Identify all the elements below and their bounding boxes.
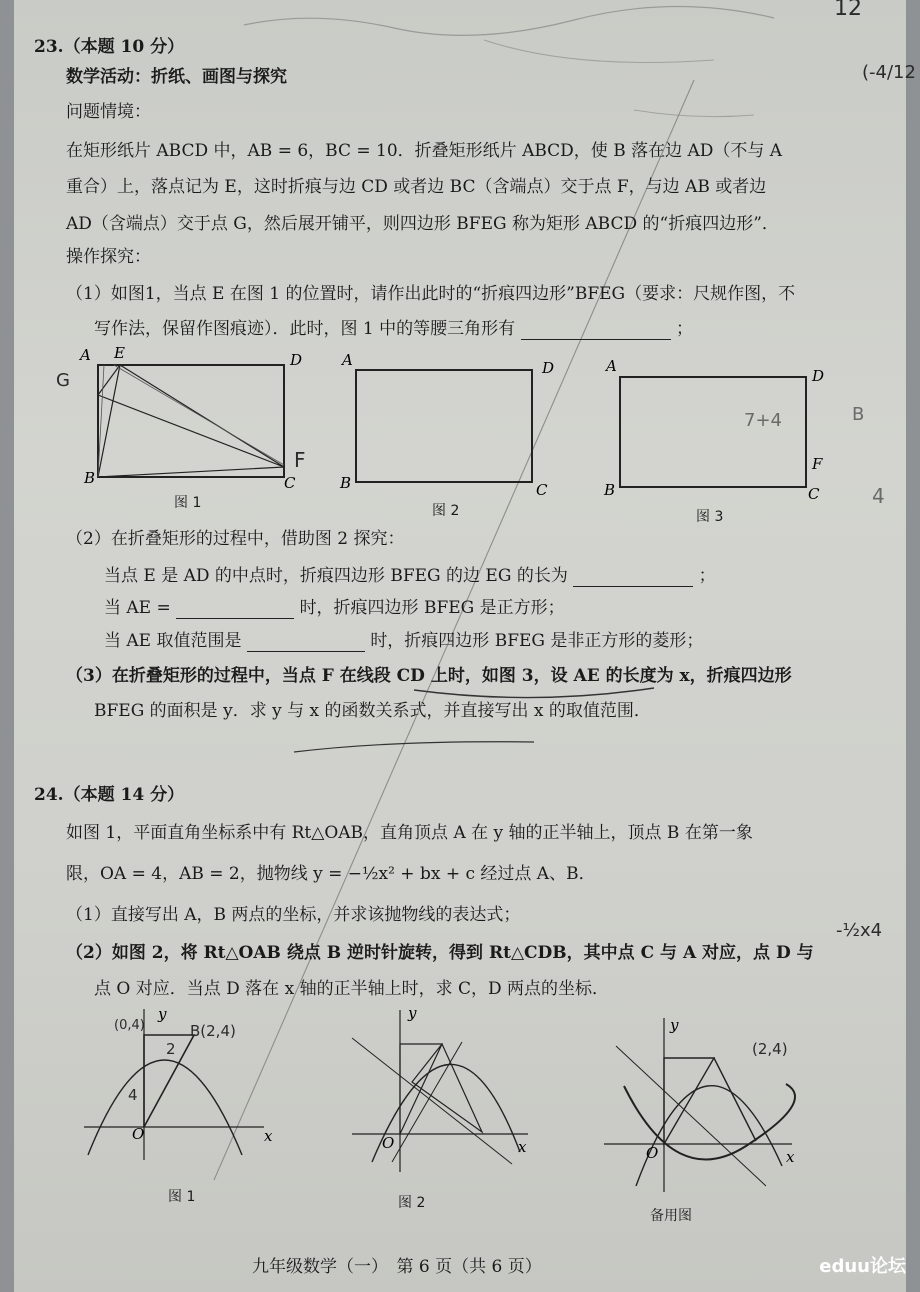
q24-fig1-caption: 图 1 [168, 1189, 196, 1205]
q24-fig1-o: O [132, 1125, 145, 1143]
q23-part3-line-1: （3）在折叠矩形的过程中，当点 F 在线段 CD 上时，如图 3，设 AE 的长度为 x，折痕四边形 [66, 666, 792, 686]
q23-part2-end-3: 时，折痕四边形 BFEG 是非正方形的菱形； [370, 631, 704, 651]
q24-part2-line-2: 点 O 对应．当点 D 落在 x 轴的正半轴上时，求 C，D 两点的坐标． [94, 979, 610, 999]
fig2-label-c: C [536, 481, 548, 499]
q24-fig2-y: y [408, 1004, 417, 1022]
q23-square-ae-blank[interactable] [176, 600, 294, 619]
q24-fig1-a-coord: (0,4) [114, 1018, 145, 1033]
q24-spare-coord: (2,4) [752, 1040, 788, 1058]
site-watermark: eduu论坛 [819, 1256, 906, 1277]
q23-part2-end-2: 时，折痕四边形 BFEG 是正方形； [299, 598, 565, 618]
q24-figure-1 [74, 1005, 274, 1165]
fig2-label-a: A [342, 351, 353, 369]
fig3-label-d: D [812, 367, 825, 385]
fig2-label-d: D [542, 359, 555, 377]
fig1-label-d: D [290, 351, 303, 369]
fig2-label-b: B [340, 474, 352, 492]
q23-part2-line-1 [104, 565, 716, 587]
q23-part1-end: ； [675, 319, 693, 339]
q24-spare-y: y [670, 1016, 679, 1034]
q23-title: 数学活动：折纸、画图与探究 [66, 67, 287, 87]
side-handwritten-4: 4 [872, 484, 885, 508]
q24-part2-line-1: （2）如图 2，将 Rt△OAB 绕点 B 逆时针旋转，得到 Rt△CDB，其中点 C 与 A 对应，点 D 与 [66, 943, 814, 963]
handwritten-note-top: 12 [834, 0, 862, 21]
q23-figure-1 [74, 345, 304, 495]
q24-part1: （1）直接写出 A，B 两点的坐标，并求该抛物线的表达式； [66, 905, 521, 925]
q23-situation-label: 问题情境： [66, 102, 151, 122]
q24-fig1-y: y [158, 1005, 167, 1023]
q24-fig1-b-coord: B(2,4) [190, 1022, 236, 1040]
pen-underlines [14, 640, 906, 760]
q23-figure-2 [336, 345, 556, 499]
fig1-handwritten-f: F [294, 448, 306, 472]
q24-fig2-o: O [382, 1134, 395, 1152]
fig1-caption: 图 1 [174, 495, 202, 511]
q23-part1-line-2 [94, 318, 693, 340]
fig3-handwritten-note: 7+4 [744, 410, 782, 431]
fig1-label-a: A [80, 346, 91, 364]
q24-spare-o: O [646, 1144, 659, 1162]
fig3-label-f: F [812, 455, 823, 473]
fig3-label-c: C [808, 485, 820, 503]
q23-intro-line-1: 在矩形纸片 ABCD 中，AB = 6，BC = 10．折叠矩形纸片 ABCD，使 B 落在边 AD（不与 A [66, 141, 783, 161]
fig1-label-b: B [84, 469, 96, 487]
handwritten-fraction: (-4/12 [862, 62, 916, 83]
fig3-caption: 图 3 [696, 509, 724, 525]
q24-fig2-x: x [518, 1138, 527, 1156]
q23-part1-text: 写作法，保留作图痕迹）．此时，图 1 中的等腰三角形有 [94, 319, 516, 339]
q23-part2-text-1: 当点 E 是 AD 的中点时，折痕四边形 BFEG 的边 EG 的长为 [104, 566, 568, 586]
q24-intro-line-1: 如图 1，平面直角坐标系中有 Rt△OAB，直角顶点 A 在 y 轴的正半轴上，顶点 B 在第一象 [66, 823, 753, 843]
q23-part1-line-1: （1）如图1，当点 E 在图 1 的位置时，请作出此时的“折痕四边形”BFEG（要求：尺规作图，不 [66, 284, 796, 304]
q23-part2-end-1: ； [698, 566, 716, 586]
q24-header: 24.（本题 14 分） [34, 785, 185, 805]
fig3-label-a: A [606, 357, 617, 375]
q23-part2-head: （2）在折叠矩形的过程中，借助图 2 探究： [66, 529, 405, 549]
fig3-label-b: B [604, 481, 616, 499]
q23-explore-label: 操作探究： [66, 247, 151, 267]
fig1-handwritten-g: G [56, 370, 70, 391]
q23-header: 23.（本题 10 分） [34, 37, 185, 57]
q24-spare-caption: 备用图 [650, 1208, 692, 1224]
q24-spare-x: x [786, 1148, 795, 1166]
q23-part1-answer-blank[interactable] [521, 321, 671, 340]
fig1-label-e: E [114, 344, 125, 362]
q23-part2-text-2: 当 AE = [104, 598, 171, 618]
q23-part2-line-2 [104, 597, 565, 619]
q24-intro-line-2: 限，OA = 4，AB = 2，抛物线 y = −½x² + bx + c 经过点 A、B． [66, 864, 596, 884]
side-handwritten-b: B [852, 404, 865, 425]
page-footer: 九年级数学（一） 第 6 页（共 6 页） [252, 1257, 542, 1277]
side-handwritten-q24: -½x4 [836, 920, 883, 941]
q24-fig1-oa-length: 4 [128, 1086, 138, 1104]
fig2-caption: 图 2 [432, 503, 460, 519]
q23-part3-line-2: BFEG 的面积是 y．求 y 与 x 的函数关系式，并直接写出 x 的取值范围． [94, 701, 651, 721]
exam-page [14, 0, 916, 1292]
q24-fig2-caption: 图 2 [398, 1195, 426, 1211]
q23-part2-text-3: 当 AE 取值范围是 [104, 631, 242, 651]
q23-intro-line-2: 重合）上，落点记为 E，这时折痕与边 CD 或者边 BC（含端点）交于点 F，与边 AB 或者边 [66, 177, 767, 197]
q24-fig1-ab-length: 2 [166, 1040, 176, 1058]
q23-intro-line-3: AD（含端点）交于点 G，然后展开铺平，则四边形 BFEG 称为矩形 ABCD 的“折痕四边形”． [66, 214, 779, 234]
fig1-label-c: C [284, 474, 296, 492]
q24-fig1-x: x [264, 1127, 273, 1145]
q24-figure-2 [332, 1002, 532, 1172]
q23-figure-3 [602, 345, 832, 503]
q23-eg-length-blank[interactable] [573, 568, 693, 587]
